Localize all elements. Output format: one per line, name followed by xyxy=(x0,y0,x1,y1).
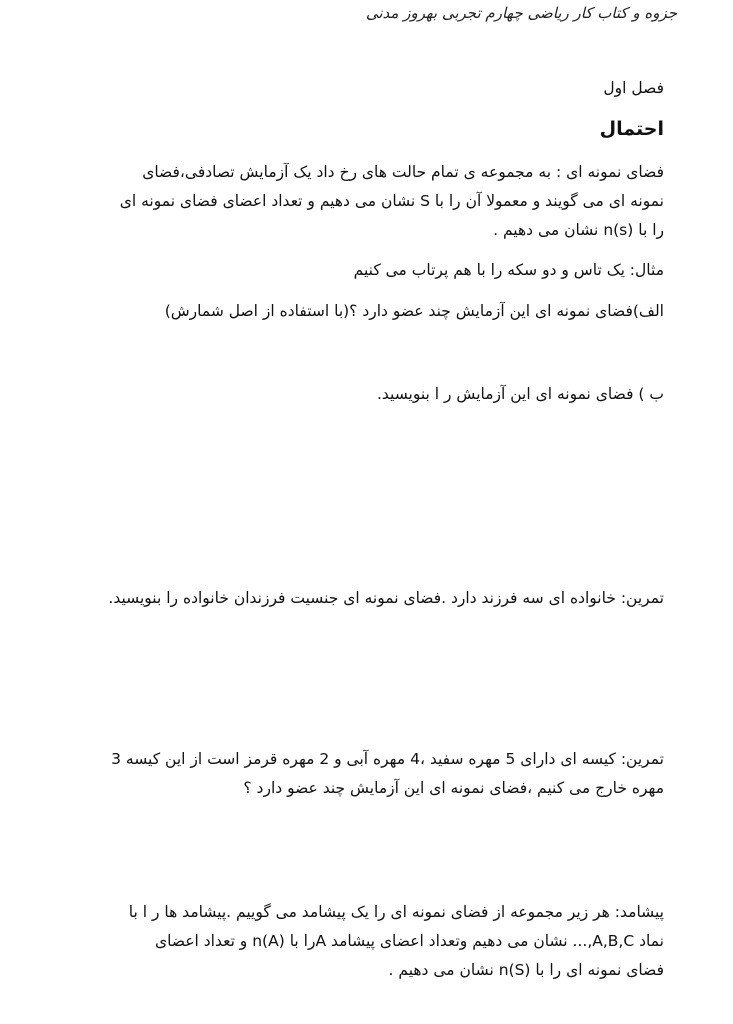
sample-space-definition xyxy=(120,158,664,245)
definition-line: فضای نمونه ای : به مجموعه ی تمام حالت های رخ داد یک آزمایش تصادفی،فضای xyxy=(142,163,664,181)
exercise-line: تمرین: کیسه ای دارای 5 مهره سفید ،4 مهره آبی و 2 مهره قرمز است از این کیسه 3 xyxy=(111,750,664,768)
exercise-bag xyxy=(111,745,664,803)
event-line: پیشامد: هر زیر مجموعه از فضای نمونه ای را یک پیشامد می گوییم .پیشامد ها ر ا با xyxy=(128,903,664,921)
example-part-b: ب ) فضای نمونه ای این آزمایش ر ا بنویسید. xyxy=(376,385,664,403)
chapter-heading: فصل اول xyxy=(603,79,664,97)
definition-line: را با n(s) نشان می دهیم . xyxy=(493,221,664,239)
exercise-line: مهره خارج می کنیم ،فضای نمونه ای این آزمایش چند عضو دارد ؟ xyxy=(243,779,664,797)
example-intro: مثال: یک تاس و دو سکه را با هم پرتاب می کنیم xyxy=(353,261,664,279)
event-line: نماد A,B,C,... نشان می دهیم وتعداد اعضای پیشامد Aرا با n(A) و تعداد اعضای xyxy=(154,932,664,950)
definition-line: نمونه ای می گویند و معمولا آن را با S نشان می دهیم و تعداد اعضای فضای نمونه ای xyxy=(119,192,664,210)
example-part-a: الف)فضای نمونه ای این آزمایش چند عضو دارد ؟(با استفاده از اصل شمارش) xyxy=(164,302,664,320)
exercise-family: تمرین: خانواده ای سه فرزند دارد .فضای نمونه ای جنسیت فرزندان خانواده را بنویسید. xyxy=(108,589,664,607)
page-header: جزوه و کتاب کار ریاضی چهارم تجربی بهروز مدنی xyxy=(365,4,677,22)
event-line: فضای نمونه ای را با n(S) نشان می دهیم . xyxy=(388,961,664,979)
section-title: احتمال xyxy=(599,118,664,140)
event-definition xyxy=(129,898,664,985)
